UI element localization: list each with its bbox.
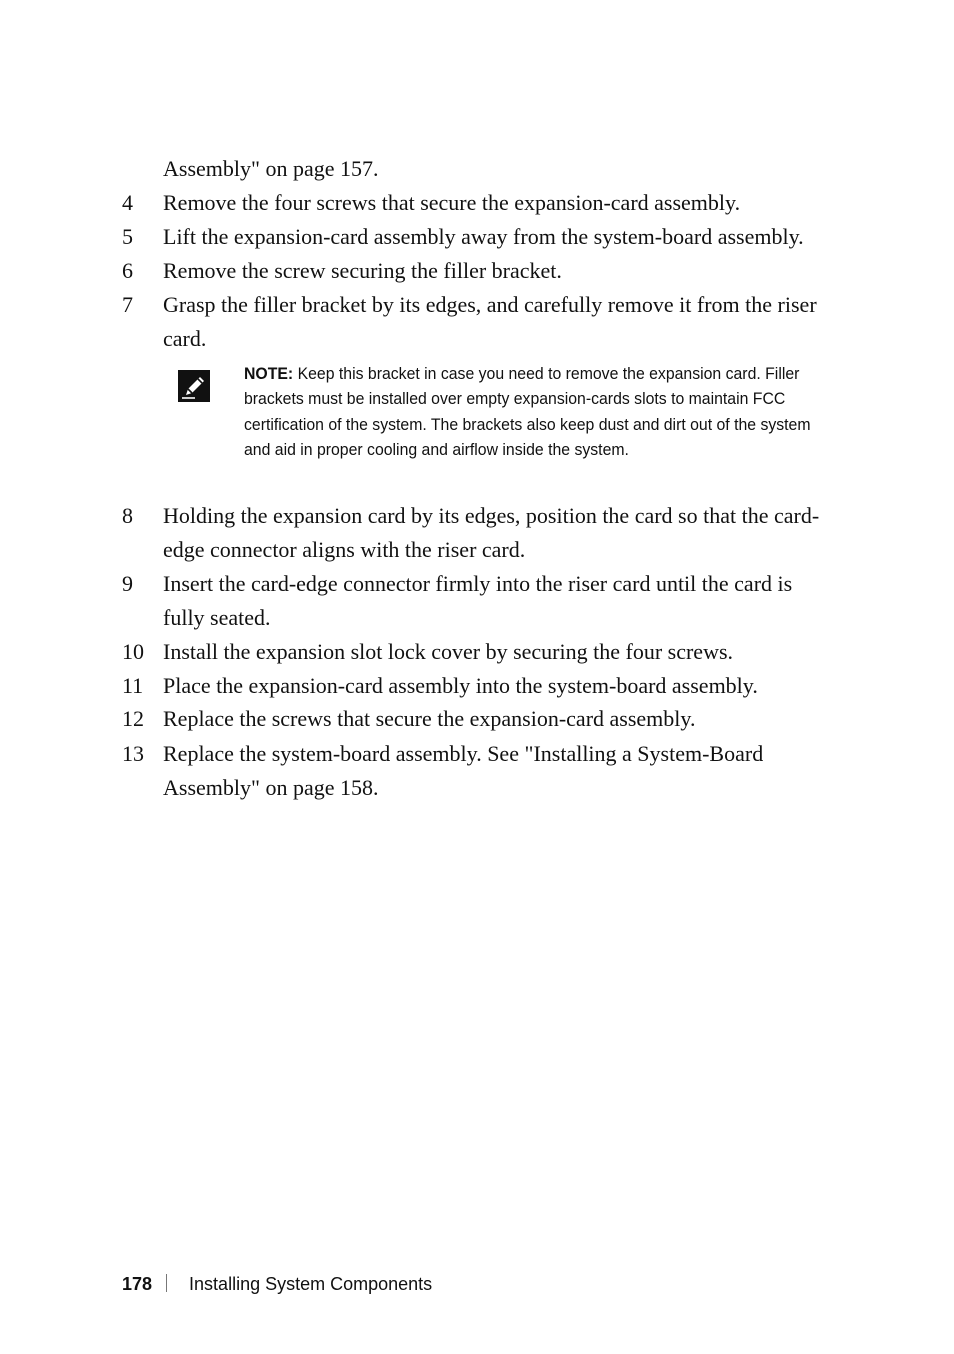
step-text: Install the expansion slot lock cover by securing the four screws. — [163, 639, 734, 664]
step-text: Replace the screws that secure the expansion-card assembly. — [163, 706, 696, 731]
note-box — [244, 361, 811, 463]
note-text: Keep this bracket in case you need to remove the expansion card. Filler brackets must be installed over empty expansion-cards slots to maintain FCC certification of the system. The brackets also keep dust and dirt out of the system and aid in proper cooling and airflow inside the system. — [244, 364, 811, 460]
step-number: 9 — [122, 571, 133, 596]
step-text: Replace the system-board assembly. See "Installing a System-Board Assembly" on page 158. — [163, 741, 764, 800]
step-number: 13 — [122, 741, 144, 766]
step-text: Insert the card-edge connector firmly into the riser card until the card is fully seated. — [163, 571, 793, 630]
step-number: 4 — [122, 190, 133, 215]
step-8 — [122, 499, 822, 567]
step-5 — [122, 220, 862, 254]
step-text: Lift the expansion-card assembly away from the system-board assembly. — [163, 224, 804, 249]
step-6 — [122, 254, 862, 288]
step-text: Remove the screw securing the filler bracket. — [163, 258, 562, 283]
step-4 — [122, 186, 862, 220]
step-text: Holding the expansion card by its edges, position the card so that the card-edge connector aligns with the riser card. — [163, 503, 820, 562]
footer-divider — [166, 1274, 167, 1292]
step-number: 6 — [122, 258, 133, 283]
step-text: Grasp the filler bracket by its edges, and carefully remove it from the riser card. — [163, 292, 817, 351]
step-11 — [122, 669, 862, 703]
section-title: Installing System Components — [189, 1274, 433, 1294]
note-pencil-icon — [178, 370, 210, 402]
step-text: Place the expansion-card assembly into the system-board assembly. — [163, 673, 758, 698]
step-number: 12 — [122, 706, 144, 731]
step-text: Remove the four screws that secure the expansion-card assembly. — [163, 190, 741, 215]
note-label: NOTE: — [244, 364, 294, 383]
page-footer — [122, 1271, 432, 1297]
step-number: 5 — [122, 224, 133, 249]
continuation-text: Assembly" on page 157. — [163, 156, 379, 181]
page-number: 178 — [122, 1274, 153, 1294]
step-12 — [122, 702, 862, 736]
step-number: 8 — [122, 503, 133, 528]
step-number: 10 — [122, 639, 144, 664]
step-number: 11 — [122, 673, 144, 698]
step-7 — [122, 288, 822, 356]
step-number: 7 — [122, 292, 133, 317]
step-9 — [122, 567, 832, 635]
step-13 — [122, 737, 812, 805]
step-10 — [122, 635, 862, 669]
